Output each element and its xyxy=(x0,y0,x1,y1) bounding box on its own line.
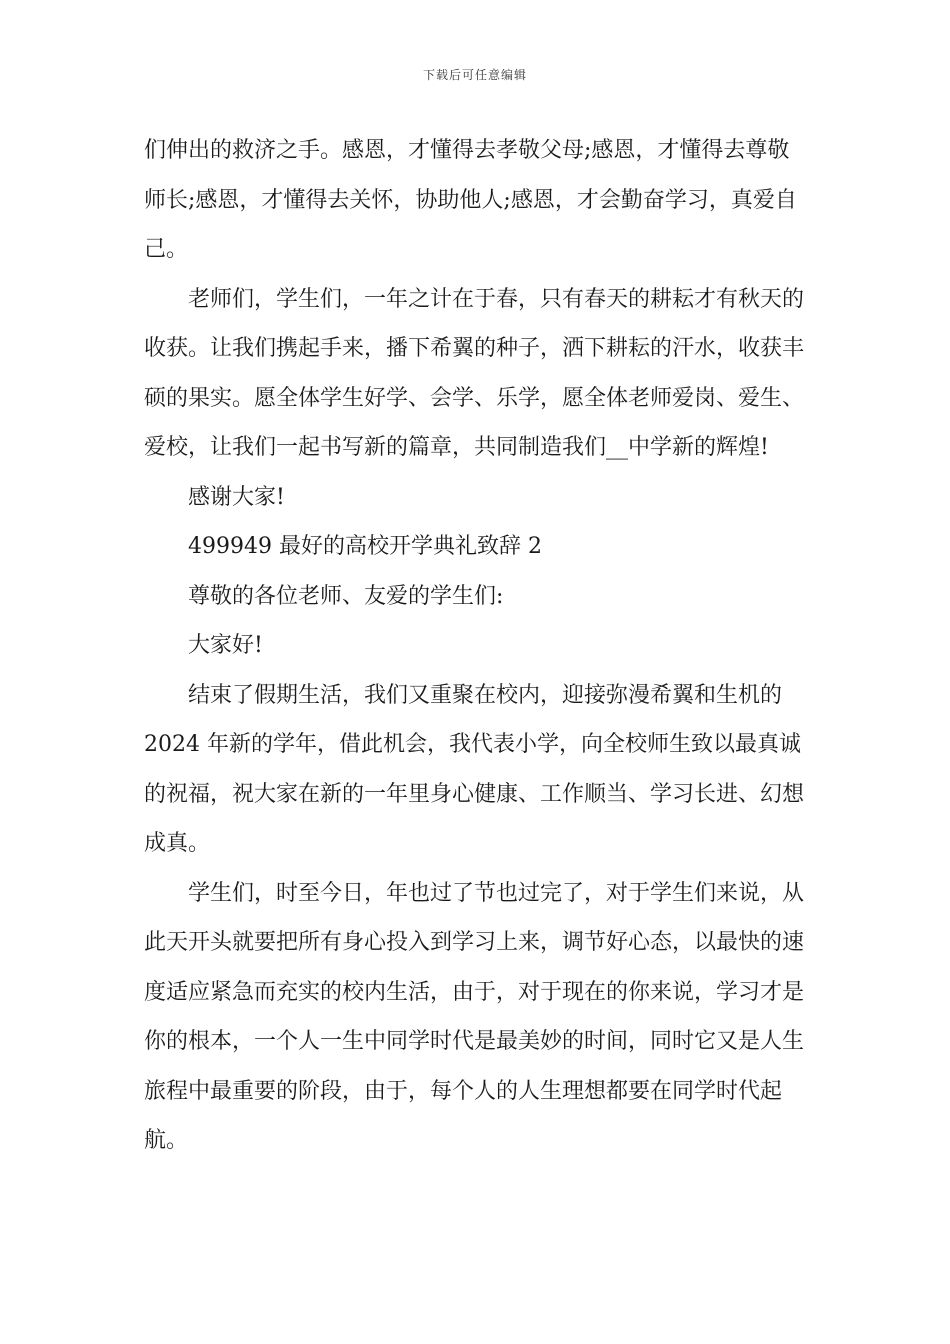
page-header: 下载后可任意编辑 xyxy=(422,68,527,82)
section-heading: 499949 最好的高校开学典礼致辞 2 xyxy=(188,534,542,559)
paragraph: 尊敬的各位老师、友爱的学生们: xyxy=(188,583,504,609)
paragraph: 老师们，学生们，一年之计在于春，只有春天的耕耘才有秋天的收获。让我们携起手来，播下希翼的种子，洒下耕耘的汗水，收获丰硕的果实。愿全体学生好学、会学、乐学，愿全体老师爱岗、爱生、爱校，让我们一起书写新的篇章，共同制造我们__中学新的辉煌! xyxy=(144,286,805,460)
paragraph: 大家好! xyxy=(188,633,263,658)
paragraph: 感谢大家! xyxy=(188,484,285,510)
paragraph: 结束了假期生活，我们又重聚在校内，迎接弥漫希翼和生机的 2024 年新的学年，借此机会，我代表小学，向全校师生致以最真诚的祝福，祝大家在新的一年里身心健康、工作顺当、学习长进、幻想成真。 xyxy=(144,682,805,856)
document-body xyxy=(144,126,804,1166)
paragraph: 们伸出的救济之手。感恩，才懂得去孝敬父母;感恩，才懂得去尊敬师长;感恩，才懂得去关怀，协助他人;感恩，才会勤奋学习，真爱自己。 xyxy=(144,138,797,262)
paragraph: 学生们，时至今日，年也过了节也过完了，对于学生们来说，从此天开头就要把所有身心投入到学习上来，调节好心态，以最快的速度适应紧急而充实的校内生活，由于，对于现在的你来说，学习才是你的根本，一个人一生中同学时代是最美妙的时间，同时它又是人生旅程中最重要的阶段，由于，每个人的人生理想都要在同学时代起航。 xyxy=(144,880,805,1153)
